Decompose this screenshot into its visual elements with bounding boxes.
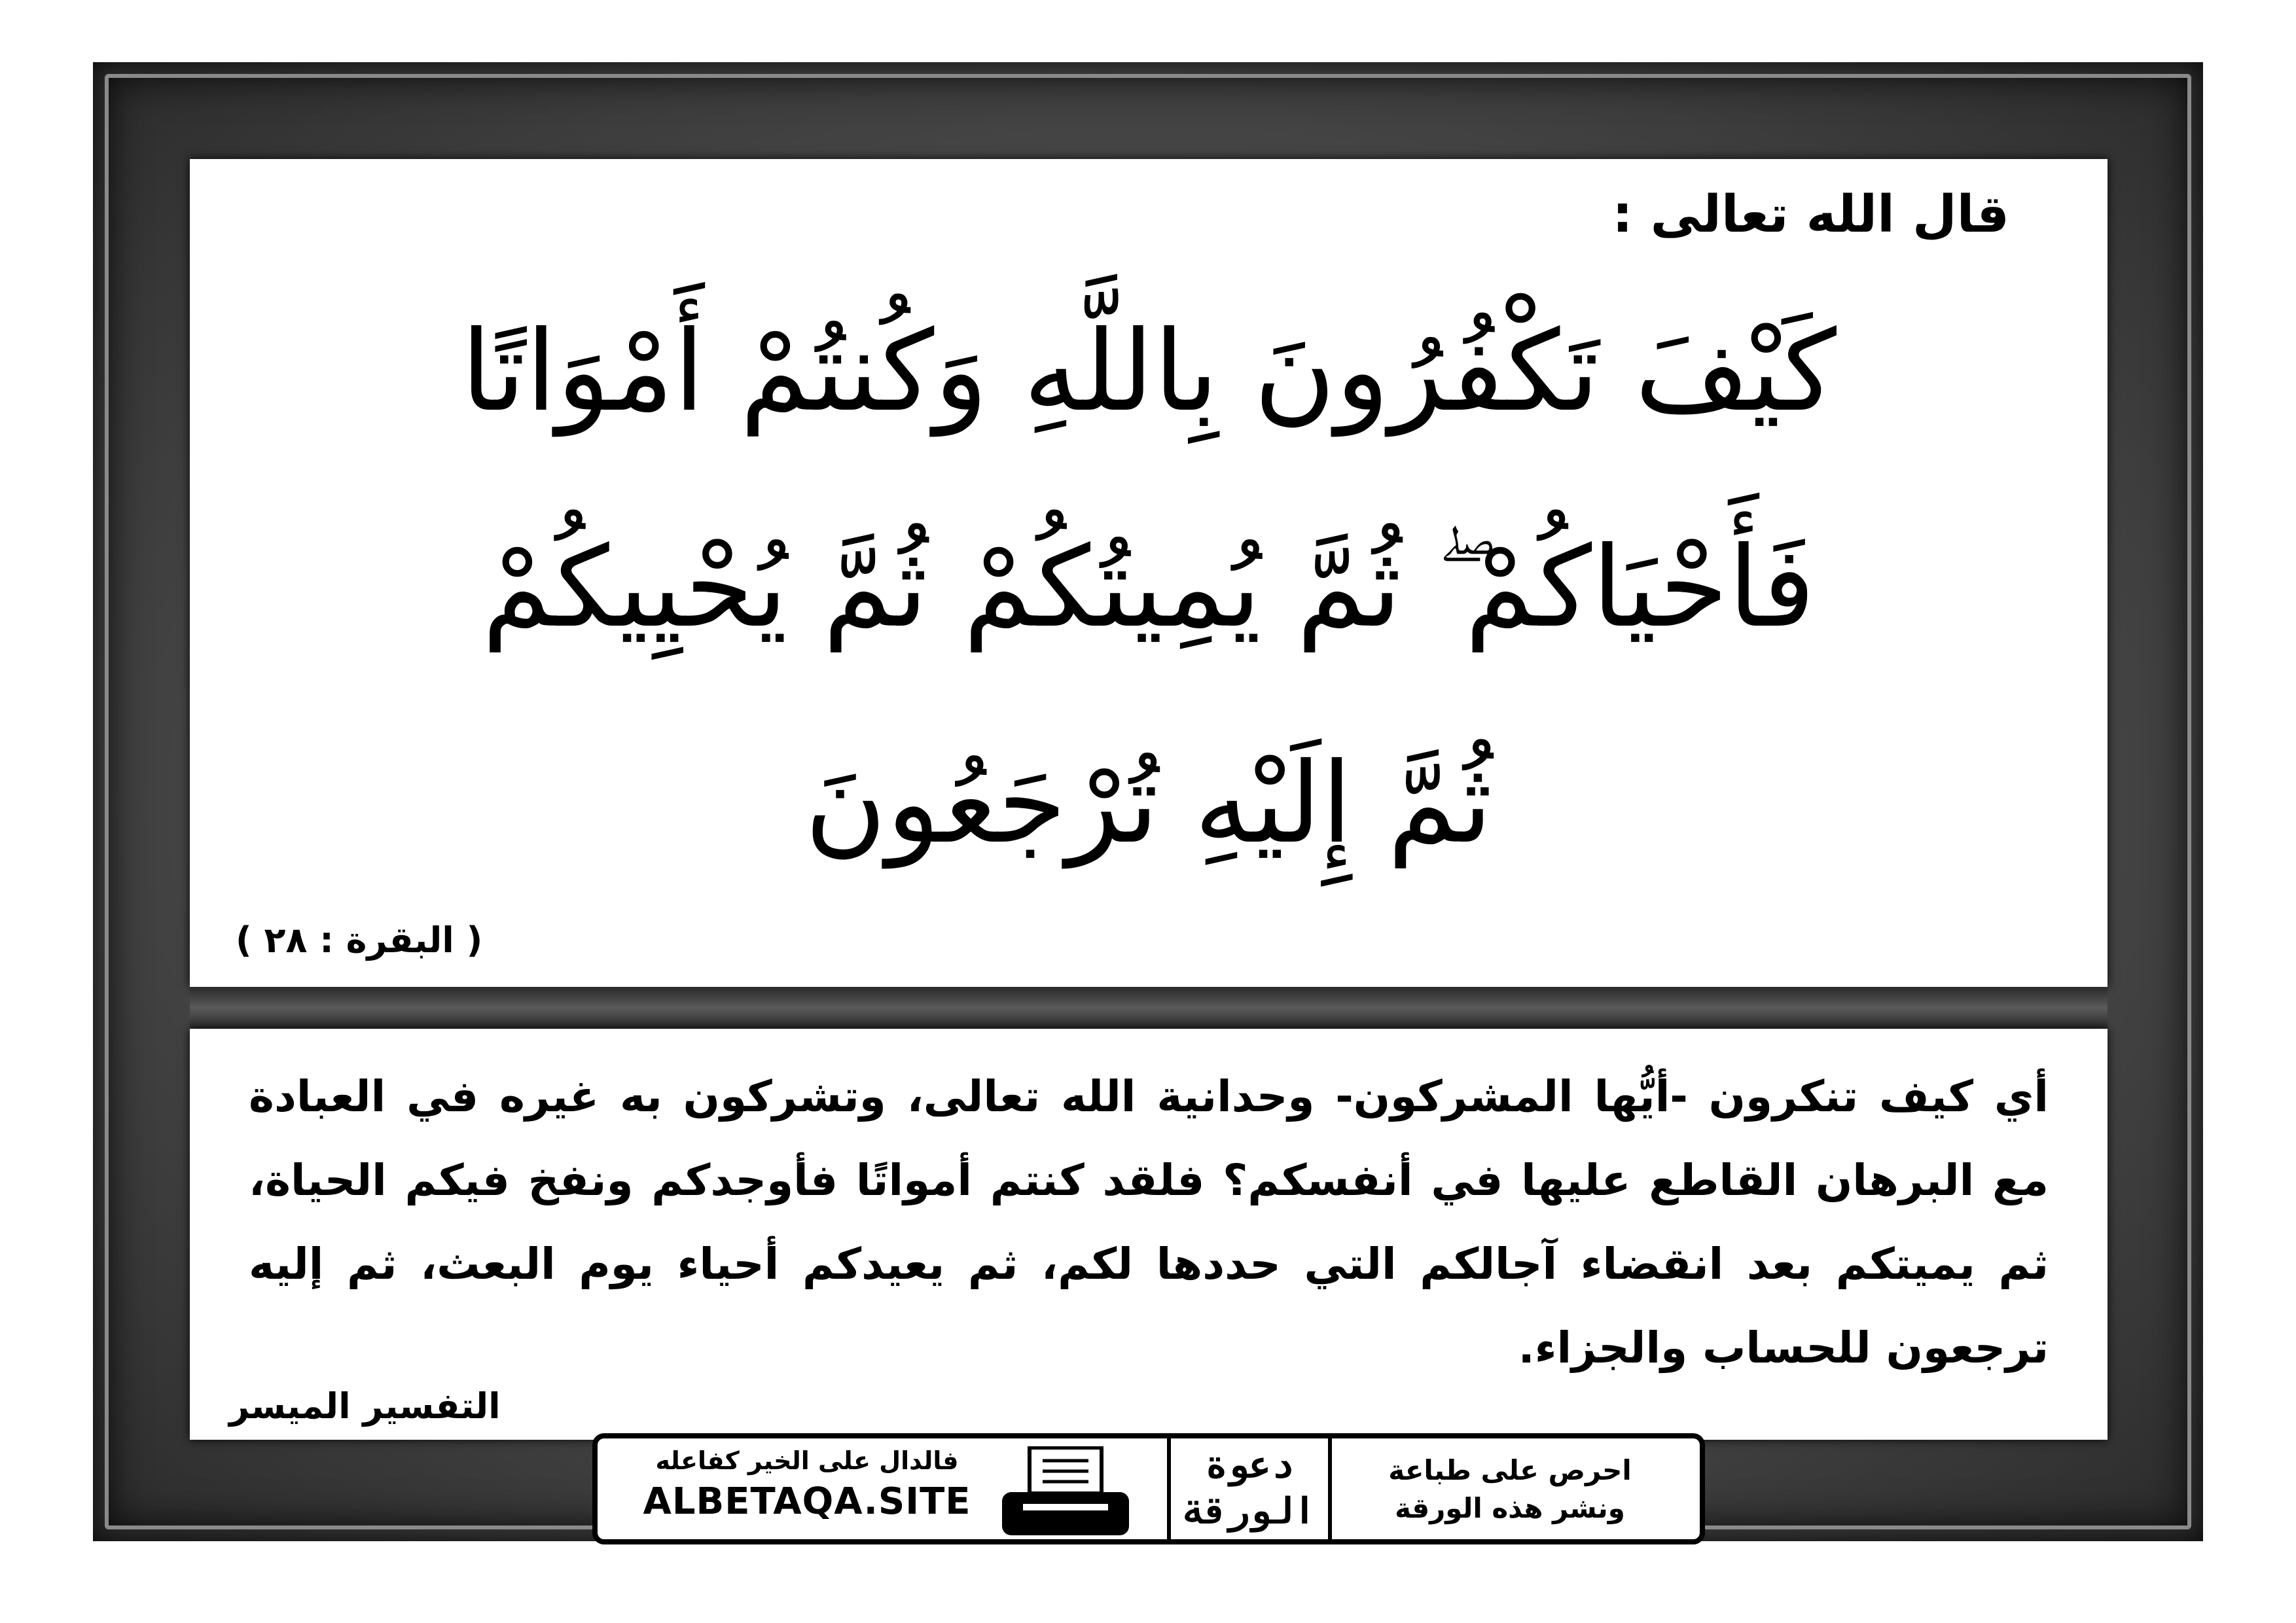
footer-banner [592,1433,1705,1544]
logo-top: دعوة [1205,1444,1294,1487]
verse-text [229,264,2068,912]
logo-bottom: الورقة [1183,1490,1316,1533]
panel-divider [190,987,2108,1029]
tafsir-source: التفسير الميسر [229,1385,501,1427]
footer-motto: فالدال على الخير كفاعله [655,1446,959,1475]
printer-icon [997,1446,1134,1538]
footer-print-line-1: احرص على طباعة [1388,1454,1632,1486]
footer-site-block [617,1446,997,1523]
verse-reference: ( البقرة : ٢٨ ) [236,919,483,961]
tafsir-text: أي كيف تنكرون -أيُّها المشركون- وحدانية الله تعالى، وتشركون به غيره في العبادة مع البرهان القاطع عليها في أنفسكم؟ فلقد كنتم أمواتًا فأوجدكم ونفخ فيكم الحياة، ثم يميتكم بعد انقضاء آجالكم التي حددها لكم، ثم يعيدكم أحياء يوم البعث، ثم إليه ترجعون للحساب والجزاء. [249,1071,2049,1373]
footer-site-link[interactable]: ALBETAQA.SITE [643,1480,971,1523]
logo-dawat-alwaraqa [1167,1438,1332,1539]
tafsir-panel [190,1029,2108,1440]
verse-line-2: فَأَحْيَاكُمْ ۖ ثُمَّ يُمِيتُكُمْ ثُمَّ يُحْيِيكُمْ [482,523,1816,652]
footer-print-line-2: ونشر هذه الورقة [1395,1492,1625,1524]
verse-intro: قال الله تعالى : [1612,185,2009,244]
verse-line-3: ثُمَّ إِلَيْهِ تُرْجَعُونَ [804,739,1493,868]
verse-panel [190,159,2108,987]
footer-print-note [1346,1452,1674,1527]
verse-line-1: كَيْفَ تَكْفُرُونَ بِاللَّهِ وَكُنتُمْ أَمْوَاتًا [461,307,1837,437]
